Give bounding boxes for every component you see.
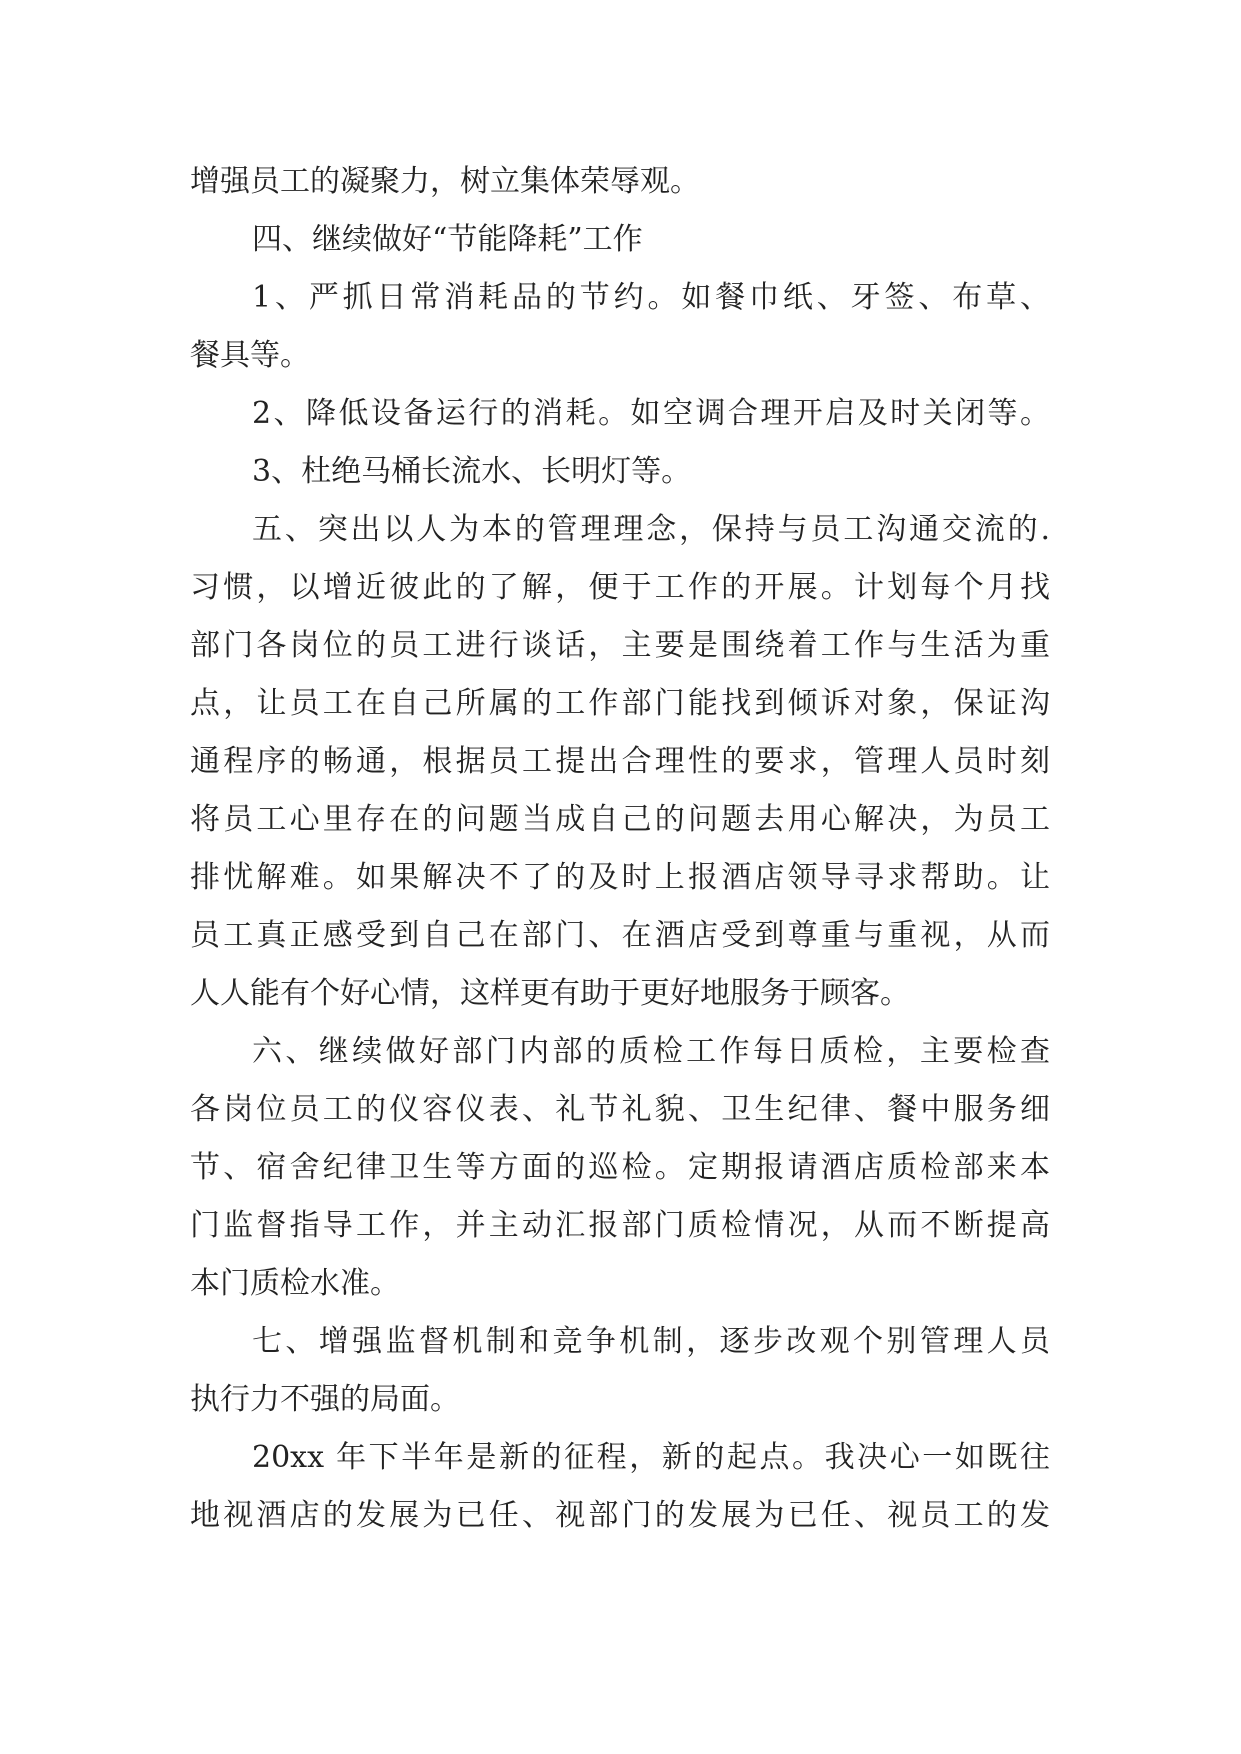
text-line: 各岗位员工的仪容仪表、礼节礼貌、卫生纪律、餐中服务细 <box>190 1092 1050 1127</box>
text-line: 本门质检水准。 <box>190 1266 400 1301</box>
section-heading: 六、继续做好部门内部的质检工作每日质检，主要检查 <box>252 1034 1050 1069</box>
text-line: 20xx 年下半年是新的征程，新的起点。我决心一如既往 <box>252 1440 1050 1475</box>
text-line: 1、严抓日常消耗品的节约。如餐巾纸、牙签、布草、 <box>252 280 1050 315</box>
text-line: 餐具等。 <box>190 338 310 373</box>
text-line: 2、降低设备运行的消耗。如空调合理开启及时关闭等。 <box>252 396 1050 431</box>
text-line: 节、宿舍纪律卫生等方面的巡检。定期报请酒店质检部来本 <box>190 1150 1050 1185</box>
section-heading: 五、突出以人为本的管理理念，保持与员工沟通交流的. <box>252 512 1050 547</box>
text-line: 执行力不强的局面。 <box>190 1382 460 1417</box>
text-line: 将员工心里存在的问题当成自己的问题去用心解决，为员工 <box>190 802 1050 837</box>
document-body <box>190 153 1050 1545</box>
section-heading: 四、继续做好“节能降耗”工作 <box>252 222 643 257</box>
text-line: 通程序的畅通，根据员工提出合理性的要求，管理人员时刻 <box>190 744 1050 779</box>
section-heading: 七、增强监督机制和竞争机制，逐步改观个别管理人员 <box>252 1324 1050 1359</box>
text-line: 员工真正感受到自己在部门、在酒店受到尊重与重视，从而 <box>190 918 1050 953</box>
text-line: 部门各岗位的员工进行谈话，主要是围绕着工作与生活为重 <box>190 628 1050 663</box>
text-line: 点，让员工在自己所属的工作部门能找到倾诉对象，保证沟 <box>190 686 1050 721</box>
text-line: 门监督指导工作，并主动汇报部门质检情况，从而不断提高 <box>190 1208 1050 1243</box>
text-line: 增强员工的凝聚力，树立集体荣辱观。 <box>190 164 700 199</box>
text-line: 人人能有个好心情，这样更有助于更好地服务于顾客。 <box>190 976 910 1011</box>
text-line: 3、杜绝马桶长流水、长明灯等。 <box>252 454 692 489</box>
text-line: 地视酒店的发展为已任、视部门的发展为已任、视员工的发 <box>190 1498 1050 1533</box>
text-line: 排忧解难。如果解决不了的及时上报酒店领导寻求帮助。让 <box>190 860 1050 895</box>
text-line: 习惯，以增近彼此的了解，便于工作的开展。计划每个月找 <box>190 570 1050 605</box>
